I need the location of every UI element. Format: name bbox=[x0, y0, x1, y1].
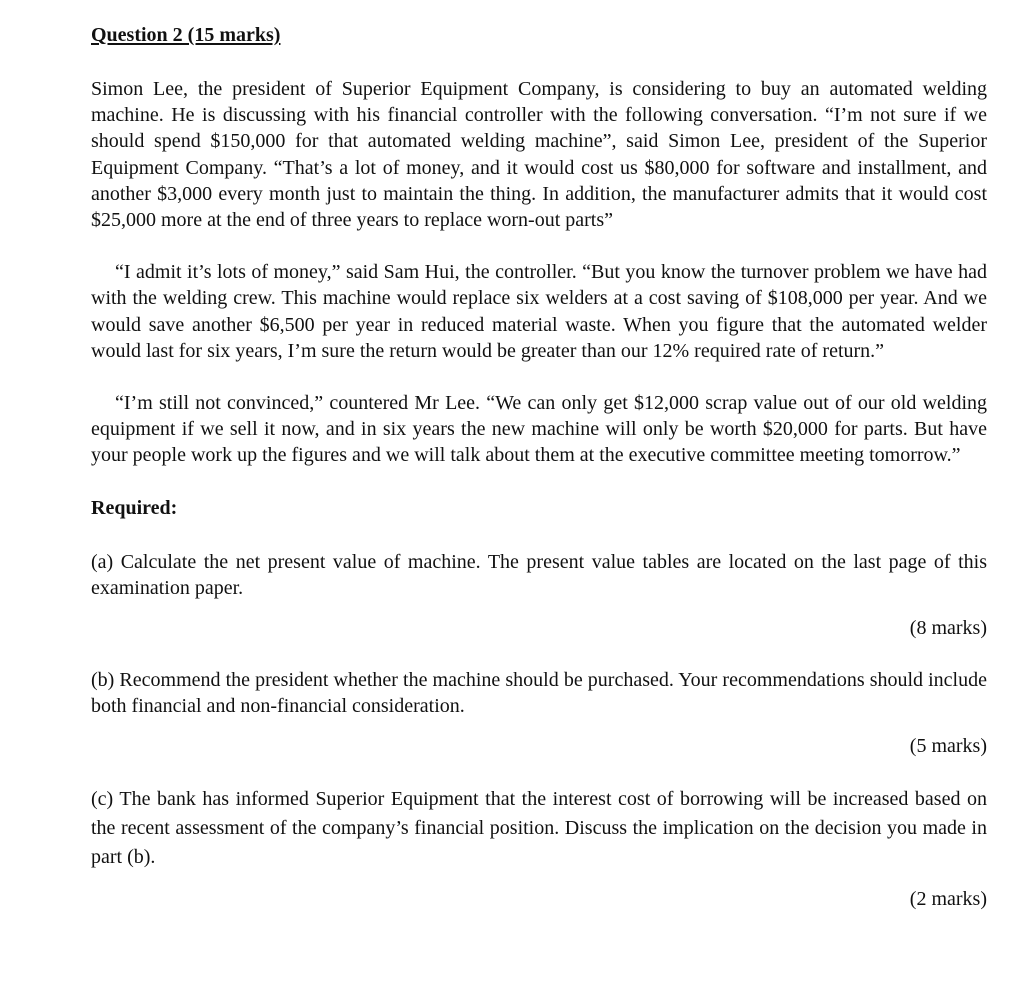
exam-page bbox=[91, 22, 987, 912]
question-a bbox=[91, 549, 987, 641]
question-a-marks: (8 marks) bbox=[909, 617, 987, 640]
question-a-text: (a) Calculate the net present value of machine. The present value tables are located on the last page of this examination paper. bbox=[91, 550, 987, 599]
question-c bbox=[91, 785, 987, 912]
scenario-paragraph-2: “I admit it’s lots of money,” said Sam Hui, the controller. “But you know the turnover problem we have had with the welding crew. This machine would replace six welders at a cost saving of $108,000 per year. And we would save another $6,500 per year in reduced material waste. When you figure that the automated welder would last for six years, I’m sure the return would be greater than our 12% required rate of return.” bbox=[91, 261, 987, 362]
question-b-marks: (5 marks) bbox=[909, 735, 987, 758]
required-heading: Required: bbox=[91, 496, 178, 519]
question-b bbox=[91, 667, 987, 759]
question-c-text: (c) The bank has informed Superior Equipment that the interest cost of borrowing will be increased based on the recent assessment of the company’s financial position. Discuss the implication on the decision you made in part (b). bbox=[91, 788, 987, 869]
question-b-text: (b) Recommend the president whether the machine should be purchased. Your recommendations should include both financial and non-financial consideration. bbox=[91, 669, 987, 718]
scenario-paragraph-3: “I’m still not convinced,” countered Mr Lee. “We can only get $12,000 scrap value out of our old welding equipment if we sell it now, and in six years the new machine will only be worth $20,000 for parts. But have your people work up the figures and we will talk about them at the executive committee meeting tomorrow.” bbox=[91, 392, 987, 467]
question-c-marks: (2 marks) bbox=[909, 888, 987, 911]
question-title: Question 2 (15 marks) bbox=[91, 24, 281, 46]
scenario-paragraph-1: Simon Lee, the president of Superior Equipment Company, is considering to buy an automated welding machine. He is discussing with his financial controller with the following conversation. “I’m not sure if we should spend $150,000 for that automated welding machine”, said Simon Lee, president of the Superior Equipment Company. “That’s a lot of money, and it would cost us $80,000 for software and installment, and another $3,000 every month just to maintain the thing. In addition, the manufacturer admits that it would cost $25,000 more at the end of three years to replace worn-out parts” bbox=[91, 78, 987, 232]
